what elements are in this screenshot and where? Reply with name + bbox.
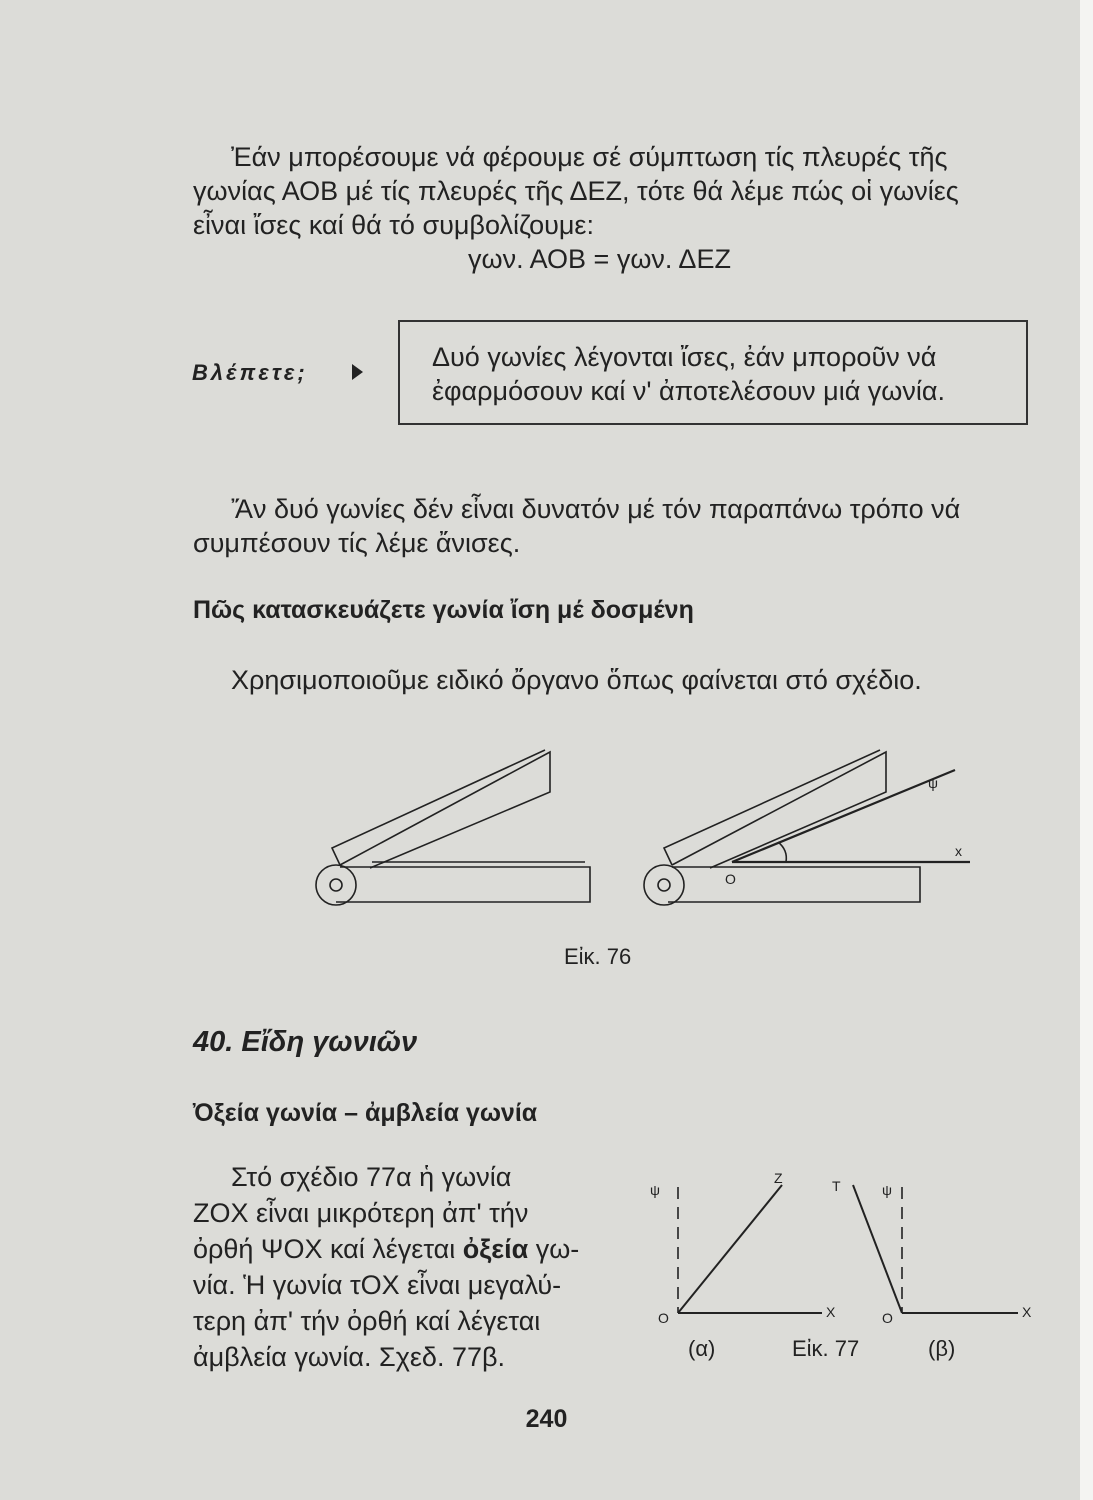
fig77b-label-t: Τ — [832, 1178, 841, 1194]
section-paragraph-line6: ἀμβλεία γωνία. Σχεδ. 77β. — [193, 1342, 506, 1372]
fig76-right-upper-edge — [664, 750, 880, 865]
fig77a-label-z: Ζ — [774, 1170, 783, 1186]
fig76-angle-arc — [778, 842, 786, 862]
bold-term-oxeia: ὀξεία — [462, 1234, 529, 1264]
fig76-right-lower-arm — [668, 867, 920, 902]
formula: γων. ΑΟΒ = γων. ΔΕΖ — [468, 244, 731, 274]
figure76-caption: Εἰκ. 76 — [564, 944, 632, 969]
fig76-left-upper-arm — [340, 752, 550, 868]
callout-label: Βλέπετε; — [192, 360, 308, 385]
construct-heading: Πῶς κατασκευάζετε γωνία ἴση μέ δοσμένη — [193, 596, 694, 624]
section-paragraph-line5: τερη ἀπ' τήν ὀρθή καί λέγεται — [193, 1306, 541, 1336]
section-paragraph-line2: ΖΟΧ εἶναι μικρότερη ἀπ' τήν — [193, 1198, 529, 1228]
figure77-caption: Εἰκ. 77 — [792, 1336, 860, 1361]
paragraph1-line1: Ἐάν μπορέσουμε νά φέρουμε σέ σύμπτωση τίς πλευρές τῆς — [231, 142, 948, 172]
fig77a-label-x: Χ — [826, 1304, 836, 1320]
fig77a-ray-z — [678, 1185, 782, 1313]
section-paragraph-line4: νία. Ἡ γωνία τΟΧ εἶναι μεγαλύ- — [193, 1270, 562, 1300]
page-edge — [1080, 0, 1093, 1500]
arrow-right-icon — [352, 364, 363, 380]
definition-line1: Δυό γωνίες λέγονται ἴσες, ἐάν μποροῦν νά — [432, 342, 937, 372]
fig76-right-hinge — [644, 865, 684, 905]
fig77b-ray-t — [853, 1185, 902, 1313]
fig77a-label-o: Ο — [658, 1310, 669, 1326]
fig76-left-hinge — [316, 865, 356, 905]
fig76-left-lower-arm — [336, 867, 590, 902]
definition-box — [398, 320, 1028, 425]
definition-line2: ἐφαρμόσουν καί ν' ἀποτελέσουν μιά γωνία. — [432, 376, 945, 406]
paragraph3: Χρησιμοποιοῦμε ειδικό ὄργανο ὅπως φαίνεται στό σχέδιο. — [231, 665, 922, 695]
figure77-diagram — [640, 1165, 1050, 1355]
fig77b-label-o: Ο — [882, 1310, 893, 1326]
section-paragraph-line1: Στό σχέδιο 77α ἡ γωνία — [231, 1162, 512, 1192]
fig77b-label-psi: ψ — [882, 1182, 892, 1198]
page-number: 240 — [525, 1405, 568, 1433]
figure76-diagram — [300, 740, 990, 915]
section-paragraph-line3 — [193, 1232, 579, 1266]
fig76-label-x: x — [955, 843, 962, 859]
section-subheading: Ὀξεία γωνία – ἀμβλεία γωνία — [193, 1099, 538, 1127]
fig77a-label-psi: ψ — [650, 1182, 660, 1198]
paragraph2-line1: Ἄν δυό γωνίες δέν εἶναι δυνατόν μέ τόν παραπάνω τρόπο νά — [231, 494, 961, 524]
paragraph1-line3: εἶναι ἴσες καί θά τό συμβολίζουμε: — [193, 210, 594, 240]
fig77b-label-x: Χ — [1022, 1304, 1032, 1320]
figure77-label-b: (β) — [928, 1336, 956, 1361]
fig76-left-pin — [330, 879, 342, 891]
fig76-label-o: Ο — [725, 871, 736, 887]
fig76-label-psi: ψ — [928, 775, 938, 791]
section-paragraph-line3-text: ὀρθή ΨΟΧ καί λέγεται — [193, 1234, 456, 1264]
fig76-right-pin — [658, 879, 670, 891]
paragraph1-line2: γωνίας ΑΟΒ μέ τίς πλευρές τῆς ΔΕΖ, τότε θά λέμε πώς οἱ γωνίες — [193, 176, 959, 206]
section-paragraph-line3-end: γω- — [535, 1234, 580, 1264]
fig76-right-upper-arm — [672, 752, 886, 868]
figure77-label-a: (α) — [688, 1336, 716, 1361]
section-title: 40. Εἴδη γωνιῶν — [193, 1026, 418, 1058]
paragraph2-line2: συμπέσουν τίς λέμε ἄνισες. — [193, 528, 521, 558]
